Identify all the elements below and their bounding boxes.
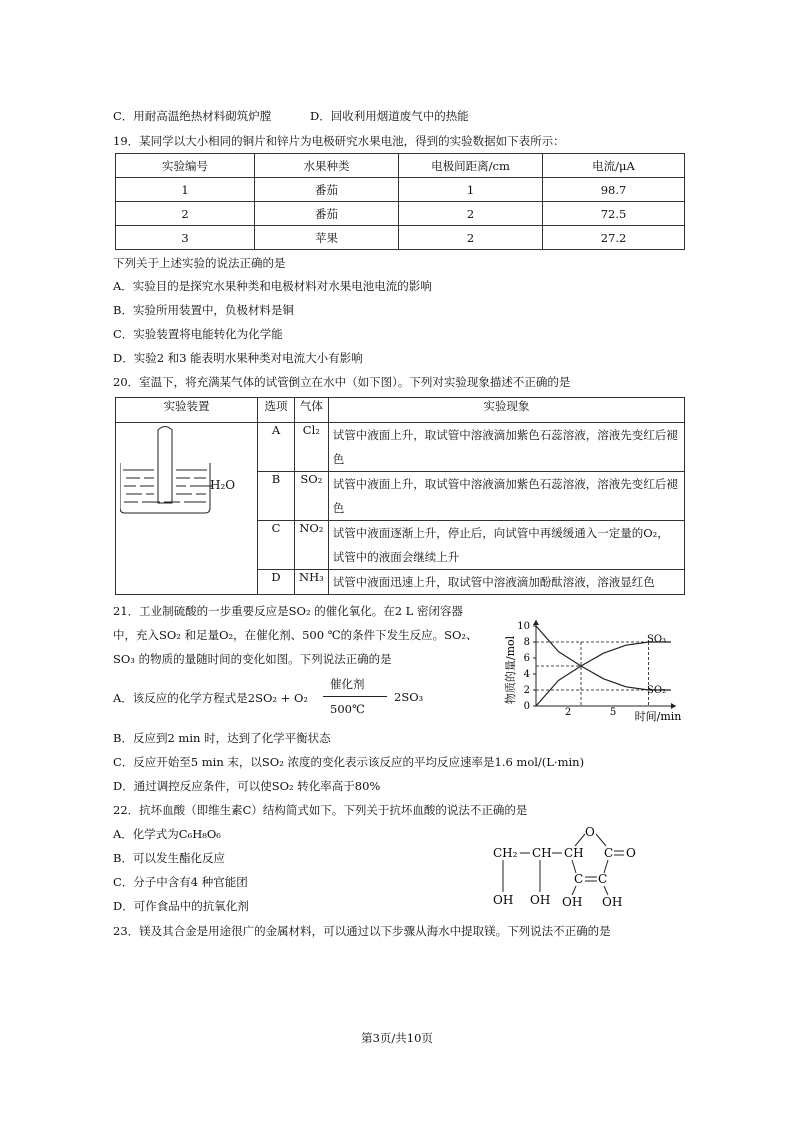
atom-o-carbonyl: O <box>626 846 636 860</box>
atom-ch-ring: CH <box>564 846 584 860</box>
q21-option-d: D．通过调控反应条件，可以使SO₂ 转化率高于80% <box>113 779 381 793</box>
observation: 试管中液面上升，取试管中溶液滴加紫色石蕊溶液，溶液先变红后褪色 <box>328 472 684 521</box>
inverted-tube-apparatus <box>120 423 253 573</box>
q21-option-b: B．反应到2 min 时，达到了化学平衡状态 <box>113 731 331 745</box>
observation: 试管中液面逐渐上升，停止后，向试管中再缓缓通入一定量的O₂，试管中的液面会继续上升 <box>328 521 684 570</box>
y-axis-label: 物质的量/mol <box>504 635 517 705</box>
gas-formula: NO₂ <box>295 521 329 570</box>
option-letter: C <box>258 521 295 570</box>
table-row <box>116 226 685 250</box>
q21-option-a-reactants: A．该反应的化学方程式是2SO₂ + O₂ <box>113 691 309 705</box>
table-cell: 3 <box>116 226 255 250</box>
q19-option-d: D．实验2 和3 能表明水果种类对电流大小有影响 <box>113 351 363 365</box>
water-label: H₂O <box>210 478 236 492</box>
gas-formula: SO₂ <box>295 472 329 521</box>
x-axis-arrow <box>671 703 676 709</box>
series-line-so3 <box>536 642 671 706</box>
y-tick-label: 4 <box>523 669 530 680</box>
table-cell: 2 <box>399 226 543 250</box>
table-cell: 2 <box>399 202 543 226</box>
q21-stem-line3: SO₃ 的物质的量随时间的变化如图。下列说法正确的是 <box>113 652 392 666</box>
x-axis-label: 时间/min <box>634 710 682 723</box>
hydroxyl: OH <box>530 893 551 907</box>
atom-ch: CH <box>532 846 552 860</box>
gas-formula: NH₃ <box>295 570 329 595</box>
y-tick-label: 0 <box>523 701 530 712</box>
q22-option-d: D．可作食品中的抗氧化剂 <box>113 899 249 913</box>
q22-option-b: B．可以发生酯化反应 <box>113 851 225 865</box>
q22-option-a: A．化学式为C₆H₈O₆ <box>113 827 221 841</box>
y-tick-label: 2 <box>523 685 530 696</box>
y-tick-label: 10 <box>517 621 530 632</box>
table-header: 水果种类 <box>255 154 399 178</box>
table-row <box>116 423 685 472</box>
table-cell: 98.7 <box>543 178 685 202</box>
observation: 试管中液面上升，取试管中溶液滴加紫色石蕊溶液，溶液先变红后褪色 <box>328 423 684 472</box>
reaction-arrow <box>323 696 387 697</box>
table-header: 电流/μA <box>543 154 685 178</box>
q20-stem: 20．室温下，将充满某气体的试管倒立在水中（如下图）。下列对实验现象描述不正确的是 <box>113 375 571 389</box>
option-letter: B <box>258 472 295 521</box>
gas-formula: Cl₂ <box>295 423 329 472</box>
atom-c-carbonyl: C <box>604 846 614 860</box>
q22-stem: 22．抗坏血酸（即维生素C）结构简式如下。下列关于抗坏血酸的说法不正确的是 <box>113 803 528 817</box>
table-header: 选项 <box>258 398 295 423</box>
x-tick-label: 5 <box>609 707 617 718</box>
y-axis-arrow <box>533 620 539 625</box>
table-row <box>116 178 685 202</box>
observation: 试管中液面迅速上升，取试管中溶液滴加酚酞溶液，溶液显红色 <box>328 570 684 595</box>
table-cell: 番茄 <box>255 202 399 226</box>
table-header: 电极间距离/cm <box>399 154 543 178</box>
q18-option-c: C．用耐高温绝热材料砌筑炉膛 <box>113 109 272 123</box>
table-header: 实验现象 <box>328 398 684 423</box>
atom-o-ring: O <box>585 825 595 839</box>
q19-question: 下列关于上述实验的说法正确的是 <box>113 256 286 270</box>
table-row <box>116 202 685 226</box>
table-header-row <box>116 154 685 178</box>
q18-option-d: D．回收利用烟道废气中的热能 <box>310 109 469 123</box>
so2-so3-chart <box>500 610 690 725</box>
q19-stem: 19．某同学以大小相同的铜片和锌片为电极研究水果电池，得到的实验数据如下表所示： <box>113 134 565 148</box>
q19-option-a: A．实验目的是探究水果种类和电极材料对水果电池电流的影响 <box>113 279 432 293</box>
atom-c-left: C <box>574 872 584 886</box>
series-label-so2: SO₂ <box>647 685 667 696</box>
q21-stem-line2: 中，充入SO₂ 和足量O₂，在催化剂、500 ℃的条件下发生反应。SO₂、 <box>113 628 478 642</box>
atom-c-right: C <box>598 872 608 886</box>
y-tick-label: 6 <box>523 653 530 664</box>
table-cell: 1 <box>399 178 543 202</box>
atom-ch2: CH₂ <box>493 846 518 860</box>
series-label-so3: SO₃ <box>647 634 667 645</box>
table-header-row <box>116 398 685 423</box>
q21-option-c: C．反应开始至5 min 末，以SO₂ 浓度的变化表示该反应的平均反应速率是1.6 mol/(L·min) <box>113 755 585 769</box>
hydroxyl: OH <box>493 893 514 907</box>
q20-table <box>115 397 685 595</box>
q19-option-b: B．实验所用装置中，负极材料是铜 <box>113 303 294 317</box>
hydroxyl: OH <box>602 895 623 909</box>
table-cell: 番茄 <box>255 178 399 202</box>
q19-table <box>115 153 685 250</box>
q21-stem-line1: 21．工业制硫酸的一步重要反应是SO₂ 的催化氧化。在2 L 密闭容器 <box>113 604 463 618</box>
table-cell: 苹果 <box>255 226 399 250</box>
q19-option-c: C．实验装置将电能转化为化学能 <box>113 327 283 341</box>
option-letter: A <box>258 423 295 472</box>
page-footer: 第3页/共10页 <box>361 1031 433 1045</box>
table-header: 气体 <box>295 398 329 423</box>
apparatus-cell <box>116 423 258 595</box>
table-header: 实验装置 <box>116 398 258 423</box>
catalyst-label: 催化剂 <box>330 677 365 691</box>
x-tick-label: 2 <box>564 707 572 718</box>
hydroxyl: OH <box>562 895 583 909</box>
q21-option-a-product: 2SO₃ <box>394 690 424 704</box>
table-cell: 72.5 <box>543 202 685 226</box>
table-cell: 1 <box>116 178 255 202</box>
table-header: 实验编号 <box>116 154 255 178</box>
table-cell: 27.2 <box>543 226 685 250</box>
q23-stem: 23．镁及其合金是用途很广的金属材料，可以通过以下步骤从海水中提取镁。下列说法不正确的是 <box>113 924 611 938</box>
temperature-label: 500℃ <box>330 702 365 716</box>
option-letter: D <box>258 570 295 595</box>
q22-option-c: C．分子中含有4 种官能团 <box>113 875 248 889</box>
ascorbic-acid-structure <box>490 820 650 910</box>
table-cell: 2 <box>116 202 255 226</box>
y-tick-label: 8 <box>523 637 530 648</box>
